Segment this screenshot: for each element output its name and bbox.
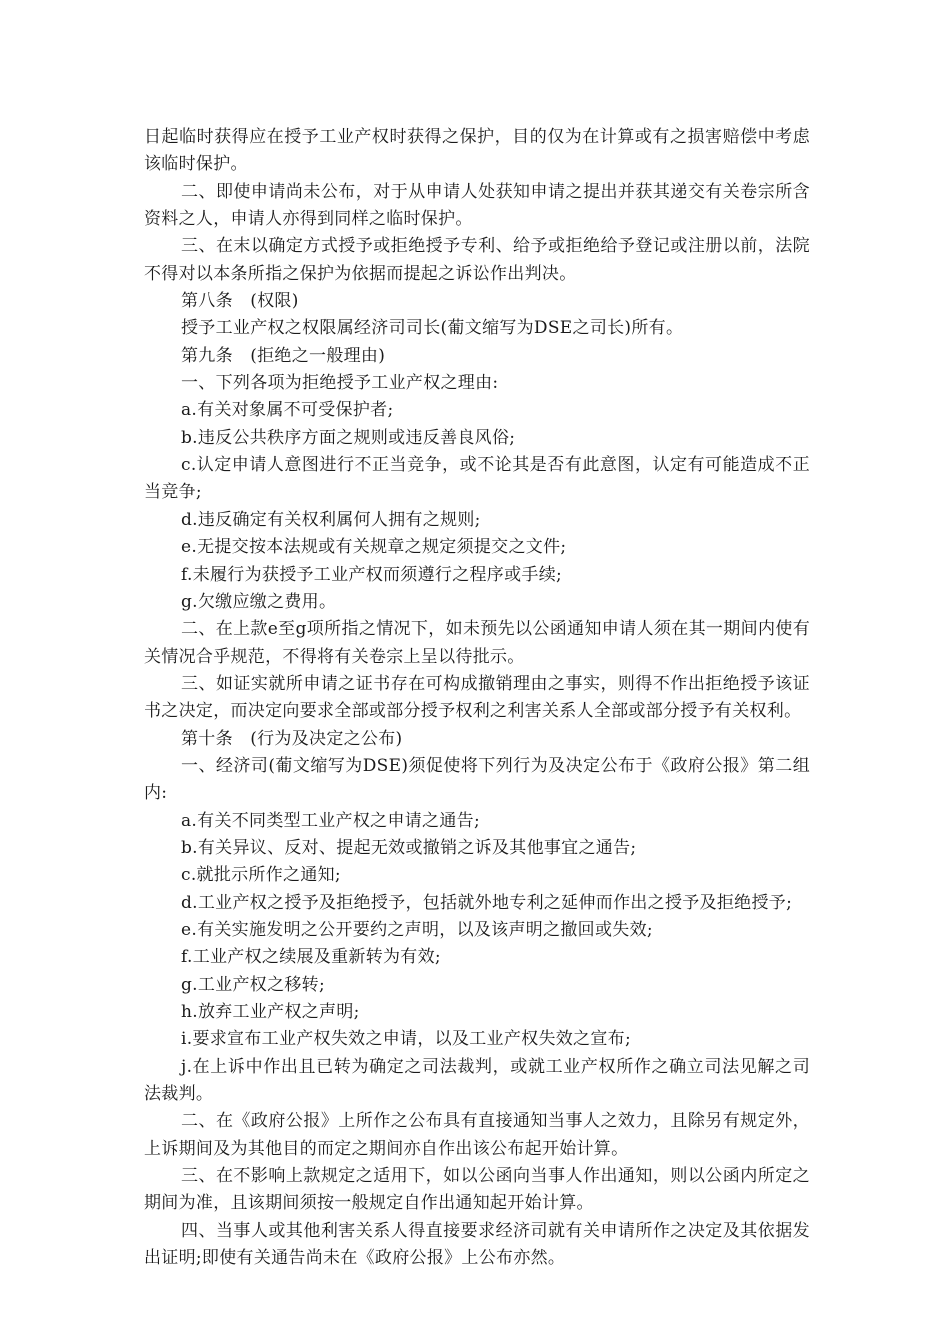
- list-item: g.工业产权之移转;: [181, 974, 326, 995]
- paragraph: 二、在上款e至g项所指之情况下，如未预先以公函通知申请人须在其一期间内使有关情况合乎规范，不得将有关卷宗上呈以待批示。: [144, 619, 810, 667]
- paragraph: 日起临时获得应在授予工业产权时获得之保护，目的仅为在计算或有之损害赔偿中考虑该临时保护。: [144, 127, 810, 175]
- article-heading: 第十条 (行为及决定之公布): [181, 728, 403, 749]
- paragraph: 四、当事人或其他利害关系人得直接要求经济司就有关申请所作之决定及其依据发出证明;即使有关通告尚未在《政府公报》上公布亦然。: [144, 1220, 810, 1269]
- paragraph: 一、下列各项为拒绝授予工业产权之理由:: [181, 373, 499, 394]
- paragraph: 二、在《政府公报》上所作之公布具有直接通知当事人之效力，且除另有规定外，上诉期间及为其他目的而定之期间亦自作出该公布起开始计算。: [144, 1111, 810, 1159]
- list-item: d.违反确定有关权利属何人拥有之规则;: [181, 509, 481, 530]
- article-heading: 第八条 (权限): [181, 291, 299, 312]
- list-item: j.在上诉中作出且已转为确定之司法裁判，或就工业产权所作之确立司法见解之司法裁判。: [144, 1056, 810, 1105]
- list-item: e.无提交按本法规或有关规章之规定须提交之文件;: [181, 537, 567, 558]
- list-item: b.有关异议、反对、提起无效或撤销之诉及其他事宜之通告;: [181, 837, 637, 858]
- paragraph: 二、即使申请尚未公布，对于从申请人处获知申请之提出并获其递交有关卷宗所含资料之人，申请人亦得到同样之临时保护。: [144, 181, 810, 230]
- list-item: b.违反公共秩序方面之规则或违反善良风俗;: [181, 427, 516, 448]
- list-item: c.就批示所作之通知;: [181, 865, 341, 886]
- list-item: c.认定申请人意图进行不正当竞争，或不论其是否有此意图，认定有可能造成不正当竞争;: [144, 455, 810, 503]
- document-body: [144, 124, 810, 1272]
- list-item: e.有关实施发明之公开要约之声明，以及该声明之撤回或失效;: [181, 919, 653, 940]
- paragraph: 三、在不影响上款规定之适用下，如以公函向当事人作出通知，则以公函内所定之期间为准，且该期间须按一般规定自作出通知起开始计算。: [144, 1166, 810, 1214]
- list-item: f.工业产权之续展及重新转为有效;: [181, 947, 441, 968]
- list-item: a.有关不同类型工业产权之申请之通告;: [181, 810, 480, 831]
- list-item: d.工业产权之授予及拒绝授予，包括就外地专利之延伸而作出之授予及拒绝授予;: [181, 892, 793, 913]
- paragraph: 三、如证实就所申请之证书存在可构成撤销理由之事实，则得不作出拒绝授予该证书之决定，而决定向要求全部或部分授予权利之利害关系人全部或部分授予有关权利。: [144, 673, 810, 722]
- list-item: g.欠缴应缴之费用。: [181, 591, 337, 612]
- article-heading: 第九条 (拒绝之一般理由): [181, 345, 386, 366]
- list-item: h.放弃工业产权之声明;: [181, 1002, 360, 1022]
- list-item: f.未履行为获授予工业产权而须遵行之程序或手续;: [181, 564, 563, 585]
- list-item: a.有关对象属不可受保护者;: [181, 400, 394, 421]
- paragraph: 授予工业产权之权限属经济司司长(葡文缩写为DSE之司长)所有。: [181, 318, 684, 339]
- paragraph: 三、在末以确定方式授予或拒绝授予专利、给予或拒绝给予登记或注册以前，法院不得对以本条所指之保护为依据而提起之诉讼作出判决。: [144, 236, 810, 284]
- paragraph: 一、经济司(葡文缩写为DSE)须促使将下列行为及决定公布于《政府公报》第二组内:: [144, 755, 810, 804]
- list-item: i.要求宣布工业产权失效之申请，以及工业产权失效之宣布;: [181, 1029, 631, 1050]
